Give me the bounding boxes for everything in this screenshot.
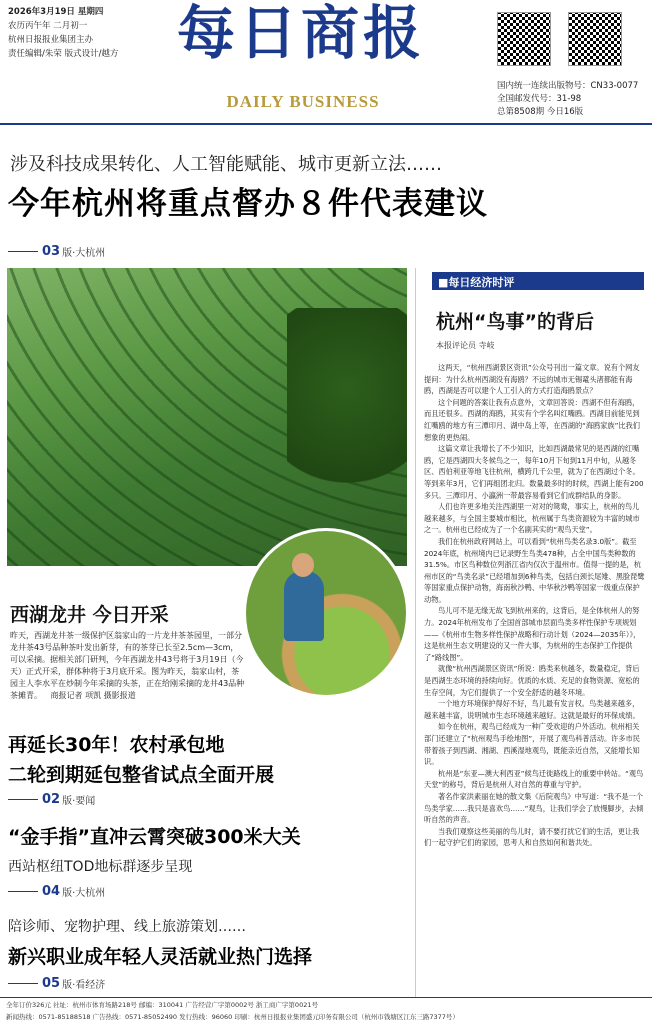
- column-paragraph: 就像“杭州西湖景区资讯”所说：鸥类来杭越冬，数量稳定，背后是西湖生态环境的持续向好。优质的水质、充足的食物资源、宽松的生存空间，为它们提供了一个安全舒适的越冬环境。: [424, 664, 640, 697]
- column-paragraph: 杭州是“东亚—澳大利西亚”候鸟迁徙路线上的重要中转站。“观鸟天堂”的称号，背后是杭州人对自然的尊重与守护。: [424, 768, 644, 790]
- story-title[interactable]: “金手指”直冲云霄突破300米大关: [8, 826, 301, 848]
- qr-code-icon: [497, 12, 551, 66]
- post-code: 全国邮发代号：31-98: [497, 94, 582, 104]
- footer-line: 全年订价326元 社址：杭州市体育场路218号 邮编：310041 广告经营广字第0002号 浙工商广字第0021号: [6, 1001, 318, 1009]
- column-paragraph: 如今在杭州，观鸟已经成为一种广受欢迎的户外活动。杭州相关部门还建立了“杭州观鸟手绘地图”，开展了观鸟科普活动。许多市民带着孩子到西湖、湘湖、西溪湿地观鸟，既能亲近自然，又能增长知识。: [424, 722, 640, 767]
- page-reference[interactable]: [8, 884, 105, 899]
- story-title[interactable]: 二轮到期延包整省试点全面开展: [8, 764, 275, 786]
- column-paragraph: 当我们观察这些美丽的鸟儿时，请不要打扰它们的生活，更让我们一起守护它们的家园，思考人和自然如何和谐共处。: [424, 826, 640, 848]
- column-body: [424, 362, 646, 849]
- cn-number: 国内统一连续出版物号：CN33-0077: [497, 81, 639, 91]
- story-subtitle: 西站枢纽TOD地标群逐步呈现: [8, 859, 193, 875]
- trees: [287, 308, 407, 508]
- divider: [8, 891, 38, 892]
- tea-frying-photo: [243, 528, 409, 698]
- column-paragraph: 这篇文章让我增长了不少知识，比如西湖最常见的是西湖的红嘴鸥，它是西湖四大冬候鸟之一，每年10月下旬到11月中旬，从越冬区、西伯利亚等地飞往杭州，横跨几千公里，就为了在西湖过个冬。等到来年3月，它们再组团北归。数量最多时的时候，西湖上能有200多只。三潭印月、小瀛洲一带最容易看到它们成群结队的身影。: [424, 444, 644, 500]
- column-author: 本报评论员 寺岐: [436, 341, 495, 350]
- page-reference[interactable]: [8, 976, 105, 991]
- column-paragraph: 一个地方环境保护得好不好，鸟儿最有发言权。鸟类越来越多，越来越丰富，说明城市生态环境越来越好。这就是最好的环保成绩。: [424, 699, 640, 720]
- tea-farmer: [284, 571, 324, 641]
- tea-farmer-face: [292, 553, 314, 577]
- photo-caption: [10, 630, 246, 702]
- qr-code-icon: [568, 12, 622, 66]
- masthead-logo: [162, 0, 440, 74]
- divider: [8, 251, 38, 252]
- page-label: 版·大杭州: [62, 888, 106, 899]
- column-title[interactable]: 杭州“鸟事”的背后: [436, 311, 594, 333]
- column-divider: [415, 268, 416, 998]
- issue-info: 总第8508期 今日16版: [497, 107, 584, 117]
- tea-garden-photo: [7, 268, 407, 566]
- caption-text: 昨天，西湖龙井茶一级保护区翁家山的一片龙井茶茶园里，一部分龙井茶43号品种茶叶发出新芽，有的茶芽已长至2.5cm—3cm，可以采摘。据相关部门研判，今年西湖龙井43号将于3月19日（今天）正式开采，群体种将于3月底开采。图为昨天，翁家山村，茶园主人李水平在炒制今年采摘的头茶，正在给刚采摘的龙井43品种茶摊青。: [10, 631, 245, 700]
- page-number: 04: [42, 884, 61, 899]
- footer-line: 新闻热线：0571-85188518 广告热线：0571-85052490 发行热线：96060 印刷：杭州日报报业集团盛元印务有限公司（杭州市钱塘区江东三路7377号）: [6, 1013, 459, 1021]
- page-label: 版·大杭州: [62, 248, 106, 259]
- divider: [8, 799, 38, 800]
- divider: [8, 983, 38, 984]
- page-reference[interactable]: [8, 792, 95, 807]
- page-number: 05: [42, 976, 61, 991]
- story-subtitle: 陪诊师、宠物护理、线上旅游策划……: [8, 919, 246, 935]
- column-paragraph: 这个问题的答案让我有点意外，文章回答说：西湖不但有海鸥，而且还很多。西湖的海鸥，其实有个学名叫红嘴鸥。西湖目前能见到红嘴鸥的地方有三潭印月、湖中岛上等，在西湖的“海鸥家族”比我们想象的更热闹。: [424, 397, 640, 442]
- page-number: 02: [42, 792, 61, 807]
- sponsor: 杭州日报报业集团主办: [8, 35, 94, 45]
- editors: 责任编辑/朱荣 版式设计/越方: [8, 49, 119, 59]
- masthead-meta: [8, 5, 158, 61]
- column-paragraph: 著名作家洪素丽在她的散文集《后院观鸟》中写道：“我不是一个鸟类学家……我只是喜欢鸟……”观鸟，让我们学会了放慢脚步，去倾听自然的声音。: [424, 791, 644, 825]
- issue-date: 2026年3月19日 星期四: [8, 7, 104, 17]
- publication-info: [497, 80, 647, 119]
- lunar-date: 农历丙午年 二月初一: [8, 21, 88, 31]
- column-paragraph: 鸟儿可不是无缘无故飞到杭州来的，这背后，是全体杭州人的努力。2024年杭州发布了全国首部城市层面鸟类多样性保护专项规划——《杭州市生物多样性保护战略和行动计划（2024—2035年）》，这是杭州生态文明建设的又一件大事，为杭州的生态保护工作提供了“路线图”。: [424, 606, 641, 662]
- photo-story-title[interactable]: 西湖龙井 今日开采: [10, 604, 169, 626]
- footer: [0, 997, 652, 1024]
- column-paragraph: 这两天，“杭州西湖景区资讯”公众号刊出一篇文章。说有个网友提问：为什么杭州西湖没有海鸥？不远的城市无锡鼋头渚都能有海鸥，西湖是否可以建个人工引入的方式打造海鸥景点？: [424, 363, 640, 396]
- story-title[interactable]: 再延长30年！农村承包地: [8, 734, 225, 756]
- page-label: 版·要闻: [62, 796, 96, 807]
- story-title[interactable]: 新兴职业成年轻人灵活就业热门选择: [8, 946, 313, 968]
- column-tag-label: 每日经济时评: [448, 276, 515, 289]
- column-paragraph: 人们也许更多地关注西湖里一对对的鸳鸯，事实上，杭州的鸟儿越来越多，与全国主要城市相比，杭州属于鸟类资源较为丰富的城市之一。杭州也已经成为了一个名副其实的“观鸟天堂”。: [424, 502, 640, 535]
- page-reference[interactable]: [8, 244, 105, 259]
- column-paragraph: 我们在杭州政府网站上，可以看到“杭州鸟类名录3.0版”。截至2024年底，杭州境内已记录野生鸟类478种，占全中国鸟类种数的31.5%。市区鸟种数位列浙江省内仅次于温州市。值得一提的是，杭州市区的“鸟类名录”已经增加到6种鸟类，包括白颈长尾雉、黑脸琵鹭等国家重点保护动物，海南秋沙鸭、中华秋沙鸭等国家一级重点保护动物。: [424, 536, 645, 604]
- masthead-divider: [0, 123, 652, 125]
- newspaper-title: 每日商报: [176, 0, 425, 67]
- lead-headline[interactable]: 今年杭州将重点督办８件代表建议: [8, 186, 488, 222]
- page-label: 版·看经济: [62, 980, 106, 991]
- lead-subhead: 涉及科技成果转化、人工智能赋能、城市更新立法……: [10, 154, 442, 175]
- photo-credit: 商报记者 项凯 摄影报道: [50, 691, 136, 700]
- column-tag: ■每日经济时评: [432, 272, 644, 290]
- page-number: 03: [42, 244, 61, 259]
- newspaper-title-en: DAILY BUSINESS: [226, 92, 380, 111]
